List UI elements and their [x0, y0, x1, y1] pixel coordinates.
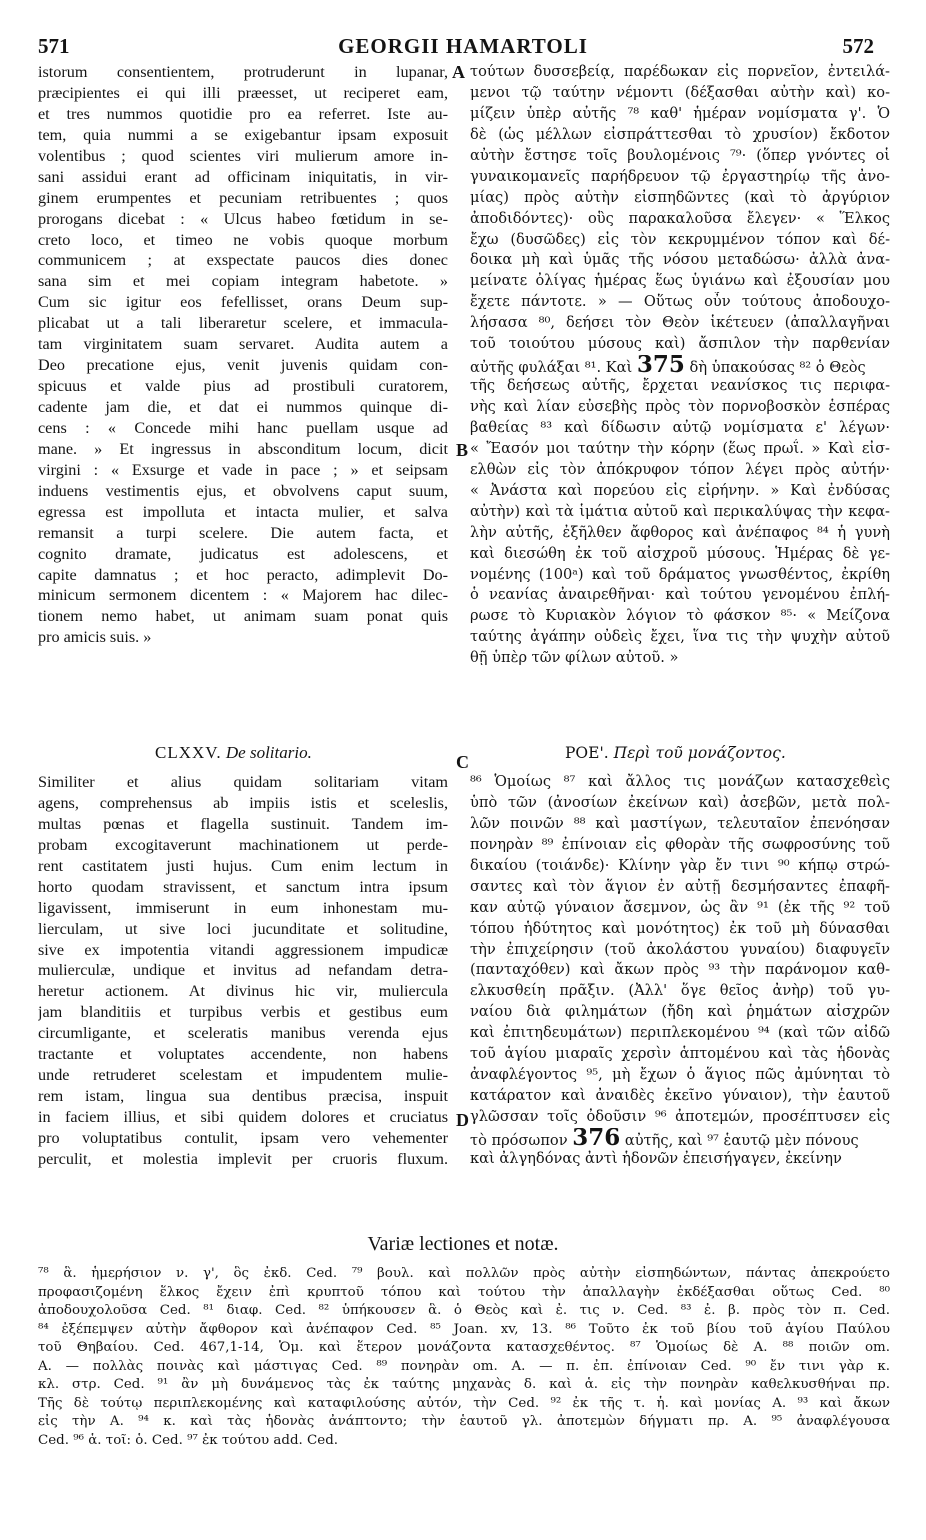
- latin-text-line: communicem ; at exspectate paucos dies donec: [38, 251, 448, 270]
- greek-text-line: τούτων δυσσεβείᾳ, παρέδωκαν εἰς πορνεῖον, ἐντειλά-: [470, 63, 890, 80]
- greek-text-line: πονηρὰν ⁸⁹ ἐπίνοιαν εἰς φθορὰν τῆς σωφροσύνης τοῦ: [470, 835, 890, 853]
- note-line: εἰς τὴν A. ⁹⁴ κ. καὶ τὰς ἡδονὰς ἀνάπτοντο; τὴν ἑαυτοῦ γλ. ἀποτεμὼν δήγματι πρ. A. ⁹⁵ ἀναφλέγουσα: [38, 1414, 890, 1429]
- latin-section-heading: [155, 743, 312, 763]
- latin-text-line: mane. » Et ingressus in absconditum locum, dicit: [38, 439, 448, 458]
- margin-letter-a: A: [452, 62, 465, 82]
- latin-text-line: in faciem illius, et sibi quidem dolores et cruciatus: [38, 1108, 448, 1126]
- note-line: τοῦ Θηβαίου. Ced. 467,1-14, Ὁμ. καὶ ἕτερον μονάζοντα κατασχεθέντος. ⁸⁷ Ὁμοίως δὲ A. ⁸⁸ ποιῶν om.: [38, 1340, 890, 1355]
- latin-text-line: minicum sermonem dicentem : « Majorem hac dilec-: [38, 586, 448, 605]
- note-line: ἀποδουχολοῦσα Ced. ⁸¹ διαφ. Ced. ⁸² ὑπήκουσεν ἃ. ὁ Θεὸς καὶ ἐ. τις ν. Ced. ⁸³ ἐ. β. πρὸς τὸν π. Ced.: [38, 1303, 890, 1318]
- left-page-number: 571: [38, 34, 70, 58]
- latin-text-line: tem, quia nummi a se exigebantur ipsam exposuit: [38, 125, 448, 144]
- greek-text-line: ρωσε τὸ Κυριακὸν λόγιον τὸ φάσκον ⁸⁵· « Μείζονα: [470, 607, 890, 625]
- latin-text-line: agens, comprehensus ab impiis istis et sceleslis,: [38, 793, 448, 812]
- latin-text-line: egressa est impolluta et intacta mulier, et salva: [38, 502, 448, 521]
- latin-text-line: prorogans dicebat : « Ulcus habeo fœtidum in se-: [38, 209, 448, 228]
- latin-text-line: horto quodam stravissent, et sanctum intra ipsum: [38, 877, 448, 896]
- latin-text-line: tionem nemo habet, ut animam suam ponat quis: [38, 607, 448, 626]
- greek-line-375-post: δὴ ὑπακούσας ⁸² ὁ Θεὸς: [684, 359, 866, 377]
- greek-text-line: μίζειν ὑπὲρ αὐτῆς ⁷⁸ καθ' ἡμέραν νομίσματα γ'. Ὁ: [470, 104, 890, 122]
- margin-letter-d: D: [456, 1110, 469, 1130]
- greek-text-line: « Ἔασόν μοι ταύτην τὴν κόρην (ἕως πρωΐ. » Καὶ εἰσ-: [470, 439, 890, 457]
- latin-text-line: cadente jam die, et dat ei nummos quinque di-: [38, 398, 448, 416]
- greek-text-line: μενοι τῷ ταύτην νέμοντι (δέξασθαι αὐτὴν καὶ) κο-: [470, 83, 890, 101]
- greek-text-line: μείνατε ὀλίγας ἡμέρας ἕως ὑγιάνω καὶ ἐξουσίαν μου: [470, 272, 890, 290]
- note-line: A. — πολλὰς ποινὰς καὶ μάστιγας Ced. ⁸⁹ πονηρὰν om. A. — π. ἐπ. ἐπίνοιαν Ced. ⁹⁰ ἔν τινι γὰρ κ.: [38, 1358, 890, 1374]
- greek-text-line: κατάρατον καὶ ἀναιδὲς ἐκεῖνο γύναιον), τὴν ἑαυτοῦ: [470, 1087, 890, 1105]
- page-marker-376: 376: [572, 1127, 621, 1149]
- latin-text-line: pro voluptatibus contulit, ipsam vero vehementer: [38, 1128, 448, 1147]
- greek-text-line: γυναικομανεῖς παρήδρευον τῷ ἐργαστηρίῳ τῆς ἀνο-: [470, 167, 890, 185]
- latin-text-line: ginem erumpentes et pecuniam retribuentes ; quos: [38, 188, 448, 207]
- latin-text-line: rent castitatem justi hujus. Cum enim lectum in: [38, 856, 448, 875]
- greek-text-line: δικαίου (τοιάνδε)· Κλίνην γὰρ ἔν τινι ⁹⁰ κήπῳ στρώ-: [470, 856, 890, 874]
- greek-text-line: ἀποδιδόντες)· οὓς παρακαλοῦσα ἔλεγεν· « Ἕλκος: [470, 209, 890, 227]
- latin-text-line: perculit, et molestia implevit per cruoris fluxum.: [38, 1149, 448, 1168]
- greek-text-line: βαθείας ⁸³ καὶ δίδωσιν αὐτῷ νομίσματα ε' λέγων·: [470, 418, 890, 436]
- latin-text-line: sana sim et mei copiam integram habetote. »: [38, 272, 448, 291]
- note-line: Τῆς δὲ τούτῳ περιπλεκομένης καὶ καταφιλούσης αὐτόν, τὴν Ced. ⁹² ἐκ τῆς τ. ἡ. καὶ μονίας A. ⁹³ καὶ ἄκων: [38, 1395, 890, 1411]
- latin-text-line: induens vestimentis ejus, et obvolvens caput suum,: [38, 481, 448, 500]
- greek-text-line: τὴν ἐπιχείρησιν (τοῦ ἀκολάστου γυναίου) διαφυγεῖν: [470, 940, 890, 958]
- running-title: GEORGII HAMARTOLI: [338, 34, 588, 58]
- greek-paragraph-1: [470, 62, 890, 355]
- greek-paragraph-2: [470, 772, 890, 1128]
- latin-text-line: multas pœnas et flagella sustinuit. Tandem im-: [38, 814, 448, 833]
- greek-text-line: « Ἀνάστα καὶ πορεύου εἰς εἰρήνην. » Καὶ ἐνδύσας: [470, 481, 890, 499]
- note-line: κλ. στρ. Ced. ⁹¹ ἂν μὴ δυνάμενος τὰς ἐκ ταύτης μηχανὰς δ. καὶ ἁ. εἰς τὴν πονηρὰν καθελκυσθήναι πρ.: [38, 1377, 890, 1392]
- greek-text-line: τοῦ τοιούτου μύσους καὶ) ἄσπιλον τὴν παρθενίαν: [470, 335, 890, 353]
- greek-text-line: θῇ ὑπὲρ τῶν φίλων αὐτοῦ. »: [470, 649, 679, 667]
- latin-text-line: tam virginitatem suam servaret. Audita autem a: [38, 335, 448, 354]
- latin-paragraph-2: [38, 772, 448, 1170]
- latin-text-line: Cum sic igitur eos fefellisset, orans Deum sup-: [38, 293, 448, 312]
- latin-section-number: CLXXV.: [155, 743, 222, 762]
- note-line: ⁷⁸ ἃ. ἡμερήσιον ν. γ', ὃς ἐκδ. Ced. ⁷⁹ βουλ. καὶ πολλῶν πρὸς αὐτὴν εἰσπηδώντων, πάντας ἀπεκρούετο: [38, 1266, 890, 1281]
- margin-letter-c: C: [456, 752, 469, 772]
- latin-text-line: plicabat ut a tali liberaretur scelere, et immacula-: [38, 314, 448, 333]
- greek-text-line: καν αὐτῷ γύναιον ἄσεμνον, ὡς ἂν ⁹¹ (ἐκ τῆς ⁹² τοῦ: [470, 898, 890, 916]
- greek-column-section-2: [470, 772, 890, 1170]
- latin-text-line: circumligante, et sceleratis manibus verenda ejus: [38, 1024, 448, 1043]
- greek-column: [470, 62, 890, 669]
- latin-text-line: Deo precatione ejus, venit juvenis quidam con-: [38, 356, 448, 375]
- greek-text-line: καὶ διεσώθη ἐκ τοῦ αἰσχροῦ μύσους. Ἡμέρας δὲ γε-: [470, 544, 890, 562]
- latin-text-line: tractante et voluptates accendente, non habens: [38, 1045, 448, 1064]
- latin-column: [38, 62, 448, 648]
- latin-text-line: creto loco, et timeo ne vobis quoque morbum: [38, 230, 448, 249]
- greek-last-line: καὶ ἀλγηδόνας ἀντὶ ἡδονῶν ἐπεισήγαγεν, ἐκείνην: [470, 1149, 842, 1167]
- greek-text-line: τῆς δεήσεως αὐτῆς, ἔρχεται νεανίσκος τις περιφα-: [470, 377, 890, 395]
- greek-line-375-pre: αὐτῆς φυλάξαι ⁸¹. Καὶ: [470, 359, 637, 377]
- latin-text-line: pro amicis suis. »: [38, 628, 152, 647]
- greek-text-line: ἀναφλέγοντος ⁹⁵, μὴ ἔχων ὁ ἅγιος πῶς ἀμύνηται τὸ: [470, 1066, 890, 1084]
- latin-text-line: rem istam, lingua sua dentibus præcisa, inspuit: [38, 1087, 448, 1106]
- greek-text-line: δὲ (ὡς μέλλων εἰσπράττεσθαι τὸ χρυσίον) ἔκδοτον: [470, 125, 890, 143]
- greek-text-line: ὑπὸ τῶν (ἀνοσίων ἐκείνων καὶ) ἀσεβῶν, μετὰ πολ-: [470, 793, 890, 811]
- latin-paragraph-1: [38, 62, 448, 648]
- latin-text-line: lierculam, ut sive loci jucunditate et solitudine,: [38, 919, 448, 938]
- greek-text-line: λὴν αὐτῆς, ἐξῆλθεν ἄφθορος καὶ ἀνέπαφος ⁸⁴ ἡ γυνὴ: [470, 523, 890, 541]
- notes-block: [38, 1265, 890, 1450]
- greek-text-line: γλῶσσαν τοῖς ὀδοῦσιν ⁹⁶ ἀποτεμών, προσέπτυσεν εἰς: [470, 1108, 890, 1125]
- latin-text-line: et tres nummos quotidie pro ea referret. Iste au-: [38, 104, 448, 123]
- latin-text-line: istorum consentientem, protruderunt in lupanar,: [38, 63, 448, 81]
- latin-text-line: spicuus et valde pius ad prostibuli curatorem,: [38, 377, 448, 396]
- greek-text-line: λῶν ποινῶν ⁸⁸ καὶ μαστίγων, τελευταῖον ἐπενόησαν: [470, 814, 890, 832]
- greek-text-line: σαντες καὶ τὸν ἅγιον ἐν αὐτῇ δεσμήσαντες ἐπαφῆ-: [470, 877, 890, 895]
- latin-text-line: sive ex impotentia vitandi aggressionem impudicæ: [38, 940, 448, 959]
- greek-text-line: ἔχετε πάντοτε. » — Οὕτως οὖν τούτους ἀποδουχο-: [470, 293, 890, 311]
- greek-text-line: ἔχω (δυσῶδες) εἰς τὸν κεκρυμμένον τόπον καὶ δέ-: [470, 230, 890, 248]
- latin-column-section-2: [38, 772, 448, 1170]
- greek-paragraph-1b: [470, 376, 890, 669]
- greek-section-title: Περὶ τοῦ μονάζοντος.: [613, 744, 786, 762]
- greek-text-line: αὐτὴν ἔστησε τοῖς βουλομένοις ⁷⁹· (ὅπερ γνόντες οἱ: [470, 146, 890, 164]
- greek-text-line: τόπου ἡδύτητος καὶ μονότητος) ἐκ τοῦ μὴ δύνασθαι: [470, 919, 890, 937]
- greek-line-with-376: [470, 1128, 890, 1149]
- notes-heading: Variæ lectiones et notæ.: [367, 1233, 559, 1255]
- greek-text-line: νὴς καὶ λίαν εὐσεβὴς πρὸς τὸν πορνοβοσκὸν ἑσπέρας: [470, 398, 890, 415]
- right-page-number: 572: [842, 34, 874, 58]
- greek-section-heading: [565, 743, 786, 763]
- latin-text-line: virgini : « Exsurge et vade in pace ; » et seipsam: [38, 460, 448, 479]
- greek-text-line: μίας) πρὸς αὐτὴν εἰσπηδῶντες (καὶ τὸ ἀργύριον: [470, 188, 890, 206]
- greek-text-line: ὁ νεανίας ἀναιρεθῆναι· καὶ τούτου γενομένου ἐπλή-: [470, 586, 890, 604]
- greek-line-376-pre: τὸ πρόσωπον: [470, 1131, 573, 1149]
- latin-text-line: ligavissent, immiserunt in eum inhonestam mu-: [38, 898, 448, 917]
- latin-text-line: mulierculæ, undique et invitus ad nefandam detra-: [38, 961, 448, 980]
- greek-text-line: νομένης (100ᵃ) καὶ τοῦ δράματος γνωσθέντος, ἐκρίθη: [470, 565, 890, 583]
- greek-text-line: λήσασα ⁸⁰, δεήσει τὸν Θεὸν ἱκέτευεν (ἀπαλλαγῆναι: [470, 314, 890, 332]
- greek-text-line: ⁸⁶ Ὁμοίως ⁸⁷ καὶ ἄλλος τις μονάζων κατασχεθεὶς: [470, 773, 890, 790]
- page-marker-375: 375: [636, 355, 685, 377]
- greek-text-line: αὐτὴν) καὶ τὰ ἱμάτια αὐτοῦ καὶ περικαλύψας τὴν κεφα-: [470, 502, 890, 520]
- latin-text-line: probam excogitaverunt machinationem ut perde-: [38, 835, 448, 854]
- greek-text-line: τοῦ ἁγίου μιαραῖς χερσὶν ἁπτομένου καὶ τὰς ἡδονὰς: [470, 1045, 890, 1063]
- greek-text-line: δοικα μὴ καὶ ὑμᾶς τῆς νόσου μεταδώσω· ἀλλὰ ἀνα-: [470, 251, 890, 269]
- note-line: Ced. ⁹⁶ ἁ. τοῖ: ὁ. Ced. ⁹⁷ ἐκ τούτου add. Ced.: [38, 1432, 339, 1448]
- latin-section-title: De solitario.: [225, 743, 312, 762]
- note-line: προφασιζομένη ἕλκος ἔχειν ἐπὶ κρυπτοῦ τόπου καὶ τούτου τὴν ἀπαλλαγὴν ἐκδέξασθαι οὕτως Ced. ⁸⁰: [38, 1284, 890, 1300]
- greek-text-line: ναίου διὰ φιλημάτων (ἤδη καὶ ῥημάτων αἰσχρῶν: [470, 1003, 890, 1021]
- greek-text-line: ελκυσθείη πρᾶξιν. (Ἀλλ' ὅγε θεῖος ἀνὴρ) τοῦ γυ-: [470, 982, 890, 1000]
- latin-text-line: cognito dramate, judicatus est adolescens, et: [38, 544, 448, 563]
- greek-line-with-375: [470, 355, 890, 376]
- latin-text-line: volentibus ; quod scientes viri mulierum amore in-: [38, 146, 448, 165]
- latin-text-line: præcipientes ei qui illi præesset, ut reciperet eam,: [38, 83, 448, 102]
- latin-text-line: sani assidui erant ad officinam iniquitatis, in vir-: [38, 167, 448, 186]
- margin-letter-b: B: [456, 440, 469, 460]
- latin-text-line: capite damnatus ; et hoc peracto, adimplevit Do-: [38, 565, 448, 584]
- greek-text-line: ταύτης ἀγάπην οὐδεὶς ἔχει, ἵνα τις τὴν ψυχὴν αὐτοῦ: [470, 628, 890, 646]
- greek-text-line: καὶ ἐπιτηδευμάτων) περιπλεκομένου ⁹⁴ (καὶ τῶν αἰδῶ: [470, 1024, 890, 1042]
- latin-text-line: heretur actionem. At divinus hic vir, muliercula: [38, 982, 448, 1001]
- latin-text-line: cens : « Concede mihi hanc puellam usque ad: [38, 418, 448, 437]
- latin-text-line: remansit a turpi scelere. Die autem facta, et: [38, 523, 448, 542]
- latin-text-line: Similiter et alius quidam solitariam vitam: [38, 773, 448, 791]
- greek-line-376-post: αὐτῆς, καὶ ⁹⁷ ἑαυτῷ μὲν πόνους: [620, 1131, 859, 1149]
- latin-text-line: unde retruderet scelestam et impudentem mulie-: [38, 1066, 448, 1085]
- greek-text-line: ελθὼν εἰς τὸν ἀπόκρυφον τόπον λέγει πρὸς αὐτήν·: [470, 460, 890, 478]
- note-line: ⁸⁴ ἐξέπεμψεν αὐτὴν ἄφθορον καὶ ἀνέπαφον Ced. ⁸⁵ Joan. xv, 13. ⁸⁶ Τοῦτο ἐκ τοῦ βίου τοῦ ἁγίου Παύλου: [38, 1321, 890, 1337]
- greek-section-number: ΡΟΕ'.: [565, 744, 609, 762]
- greek-text-line: (πανταχόθεν) καὶ ἄκων πρὸς ⁹³ τὴν παράνομον καθ-: [470, 961, 890, 979]
- latin-text-line: jam blanditiis et turpibus verbis et gestibus eum: [38, 1003, 448, 1022]
